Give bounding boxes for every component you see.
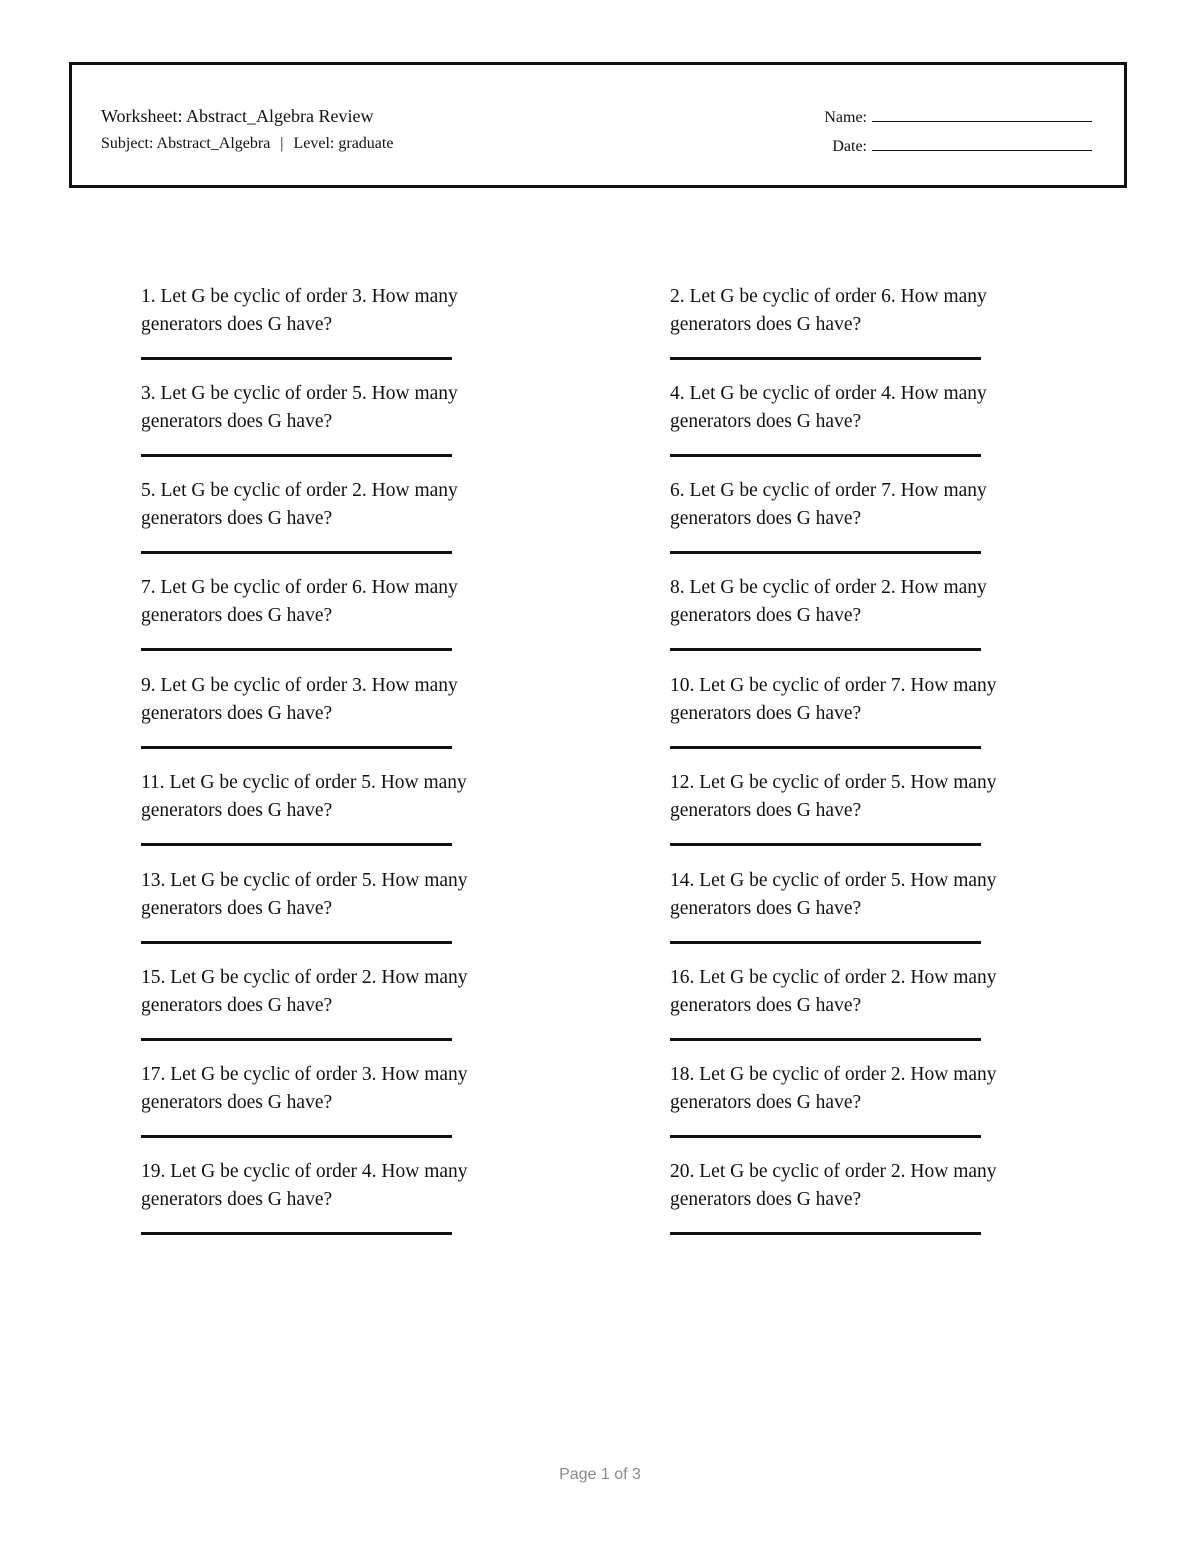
answer-line[interactable] (670, 843, 981, 846)
question-text (670, 574, 1065, 630)
question-number: 1. (141, 286, 156, 307)
answer-line[interactable] (141, 648, 452, 651)
subject-label: Subject: Abstract_Algebra (101, 135, 271, 152)
question-item (670, 1158, 1065, 1214)
question-text (141, 283, 536, 339)
worksheet-header (69, 62, 1127, 188)
answer-line[interactable] (141, 357, 452, 360)
name-label: Name: (824, 109, 867, 126)
worksheet-title: Worksheet: Abstract_Algebra Review (101, 106, 374, 126)
question-number: 12. (670, 772, 695, 793)
question-number: 8. (670, 577, 685, 598)
question-prompt: Let G be cyclic of order 6. How many generators does G have? (141, 577, 458, 626)
name-blank[interactable] (872, 107, 1092, 122)
question-prompt: Let G be cyclic of order 5. How many generators does G have? (670, 870, 997, 919)
answer-line[interactable] (141, 941, 452, 944)
question-text (670, 867, 1065, 923)
answer-line[interactable] (670, 941, 981, 944)
question-prompt: Let G be cyclic of order 5. How many generators does G have? (670, 772, 997, 821)
question-number: 19. (141, 1161, 166, 1182)
question-text (670, 769, 1065, 825)
question-item (141, 283, 536, 339)
question-number: 11. (141, 772, 165, 793)
question-item (670, 283, 1065, 339)
question-text (670, 964, 1065, 1020)
question-prompt: Let G be cyclic of order 3. How many generators does G have? (141, 286, 458, 335)
question-item (670, 769, 1065, 825)
question-number: 4. (670, 383, 685, 404)
question-text (141, 672, 536, 728)
question-prompt: Let G be cyclic of order 2. How many generators does G have? (670, 577, 987, 626)
question-item (670, 672, 1065, 728)
question-prompt: Let G be cyclic of order 2. How many generators does G have? (670, 967, 997, 1016)
answer-line[interactable] (141, 1135, 452, 1138)
answer-line[interactable] (141, 454, 452, 457)
header-info (101, 103, 393, 157)
question-prompt: Let G be cyclic of order 5. How many generators does G have? (141, 870, 468, 919)
question-text (670, 1158, 1065, 1214)
answer-line[interactable] (670, 357, 981, 360)
question-prompt: Let G be cyclic of order 5. How many generators does G have? (141, 383, 458, 432)
answer-line[interactable] (141, 1038, 452, 1041)
name-field[interactable] (824, 103, 1092, 132)
question-number: 20. (670, 1161, 695, 1182)
question-text (141, 769, 536, 825)
answer-line[interactable] (670, 1232, 981, 1235)
question-text (141, 1158, 536, 1214)
answer-line[interactable] (141, 746, 452, 749)
answer-line[interactable] (670, 1038, 981, 1041)
question-number: 5. (141, 480, 156, 501)
question-prompt: Let G be cyclic of order 2. How many generators does G have? (670, 1161, 997, 1210)
question-number: 9. (141, 675, 156, 696)
question-number: 2. (670, 286, 685, 307)
answer-line[interactable] (670, 746, 981, 749)
question-text (141, 380, 536, 436)
question-item (141, 867, 536, 923)
level-label: Level: graduate (293, 135, 394, 152)
answer-line[interactable] (670, 648, 981, 651)
answer-line[interactable] (141, 551, 452, 554)
question-prompt: Let G be cyclic of order 3. How many generators does G have? (141, 1064, 468, 1113)
question-number: 6. (670, 480, 685, 501)
question-item (670, 867, 1065, 923)
question-number: 14. (670, 870, 695, 891)
question-prompt: Let G be cyclic of order 2. How many generators does G have? (141, 967, 468, 1016)
question-number: 17. (141, 1064, 166, 1085)
answer-line[interactable] (141, 843, 452, 846)
question-item (141, 574, 536, 630)
question-number: 3. (141, 383, 156, 404)
subject-level-line (101, 131, 393, 157)
question-text (670, 1061, 1065, 1117)
question-text (670, 283, 1065, 339)
question-item (670, 477, 1065, 533)
question-text (141, 1061, 536, 1117)
question-item (141, 1061, 536, 1117)
question-prompt: Let G be cyclic of order 3. How many generators does G have? (141, 675, 458, 724)
question-prompt: Let G be cyclic of order 7. How many generators does G have? (670, 675, 997, 724)
question-prompt: Let G be cyclic of order 2. How many generators does G have? (141, 480, 458, 529)
question-item (141, 672, 536, 728)
date-label: Date: (832, 138, 867, 155)
answer-line[interactable] (670, 551, 981, 554)
question-item (141, 769, 536, 825)
question-text (141, 574, 536, 630)
date-blank[interactable] (872, 136, 1092, 151)
question-text (670, 672, 1065, 728)
question-number: 18. (670, 1064, 695, 1085)
question-item (670, 1061, 1065, 1117)
answer-line[interactable] (670, 1135, 981, 1138)
answer-line[interactable] (670, 454, 981, 457)
question-text (141, 867, 536, 923)
answer-line[interactable] (141, 1232, 452, 1235)
question-text (670, 477, 1065, 533)
header-separator: | (280, 135, 284, 152)
question-prompt: Let G be cyclic of order 4. How many generators does G have? (141, 1161, 468, 1210)
question-number: 15. (141, 967, 166, 988)
question-text (670, 380, 1065, 436)
question-prompt: Let G be cyclic of order 4. How many generators does G have? (670, 383, 987, 432)
question-text (141, 964, 536, 1020)
question-number: 16. (670, 967, 695, 988)
question-item (141, 964, 536, 1020)
question-item (670, 380, 1065, 436)
question-number: 7. (141, 577, 156, 598)
question-item (670, 574, 1065, 630)
question-item (141, 380, 536, 436)
question-text (141, 477, 536, 533)
question-prompt: Let G be cyclic of order 6. How many generators does G have? (670, 286, 987, 335)
date-field[interactable] (824, 132, 1092, 161)
question-item (141, 477, 536, 533)
question-prompt: Let G be cyclic of order 5. How many generators does G have? (141, 772, 467, 821)
question-number: 13. (141, 870, 166, 891)
question-item (670, 964, 1065, 1020)
question-item (141, 1158, 536, 1214)
question-prompt: Let G be cyclic of order 7. How many generators does G have? (670, 480, 987, 529)
question-number: 10. (670, 675, 695, 696)
header-fields (824, 103, 1092, 161)
page-number: Page 1 of 3 (559, 1466, 641, 1483)
question-prompt: Let G be cyclic of order 2. How many generators does G have? (670, 1064, 997, 1113)
